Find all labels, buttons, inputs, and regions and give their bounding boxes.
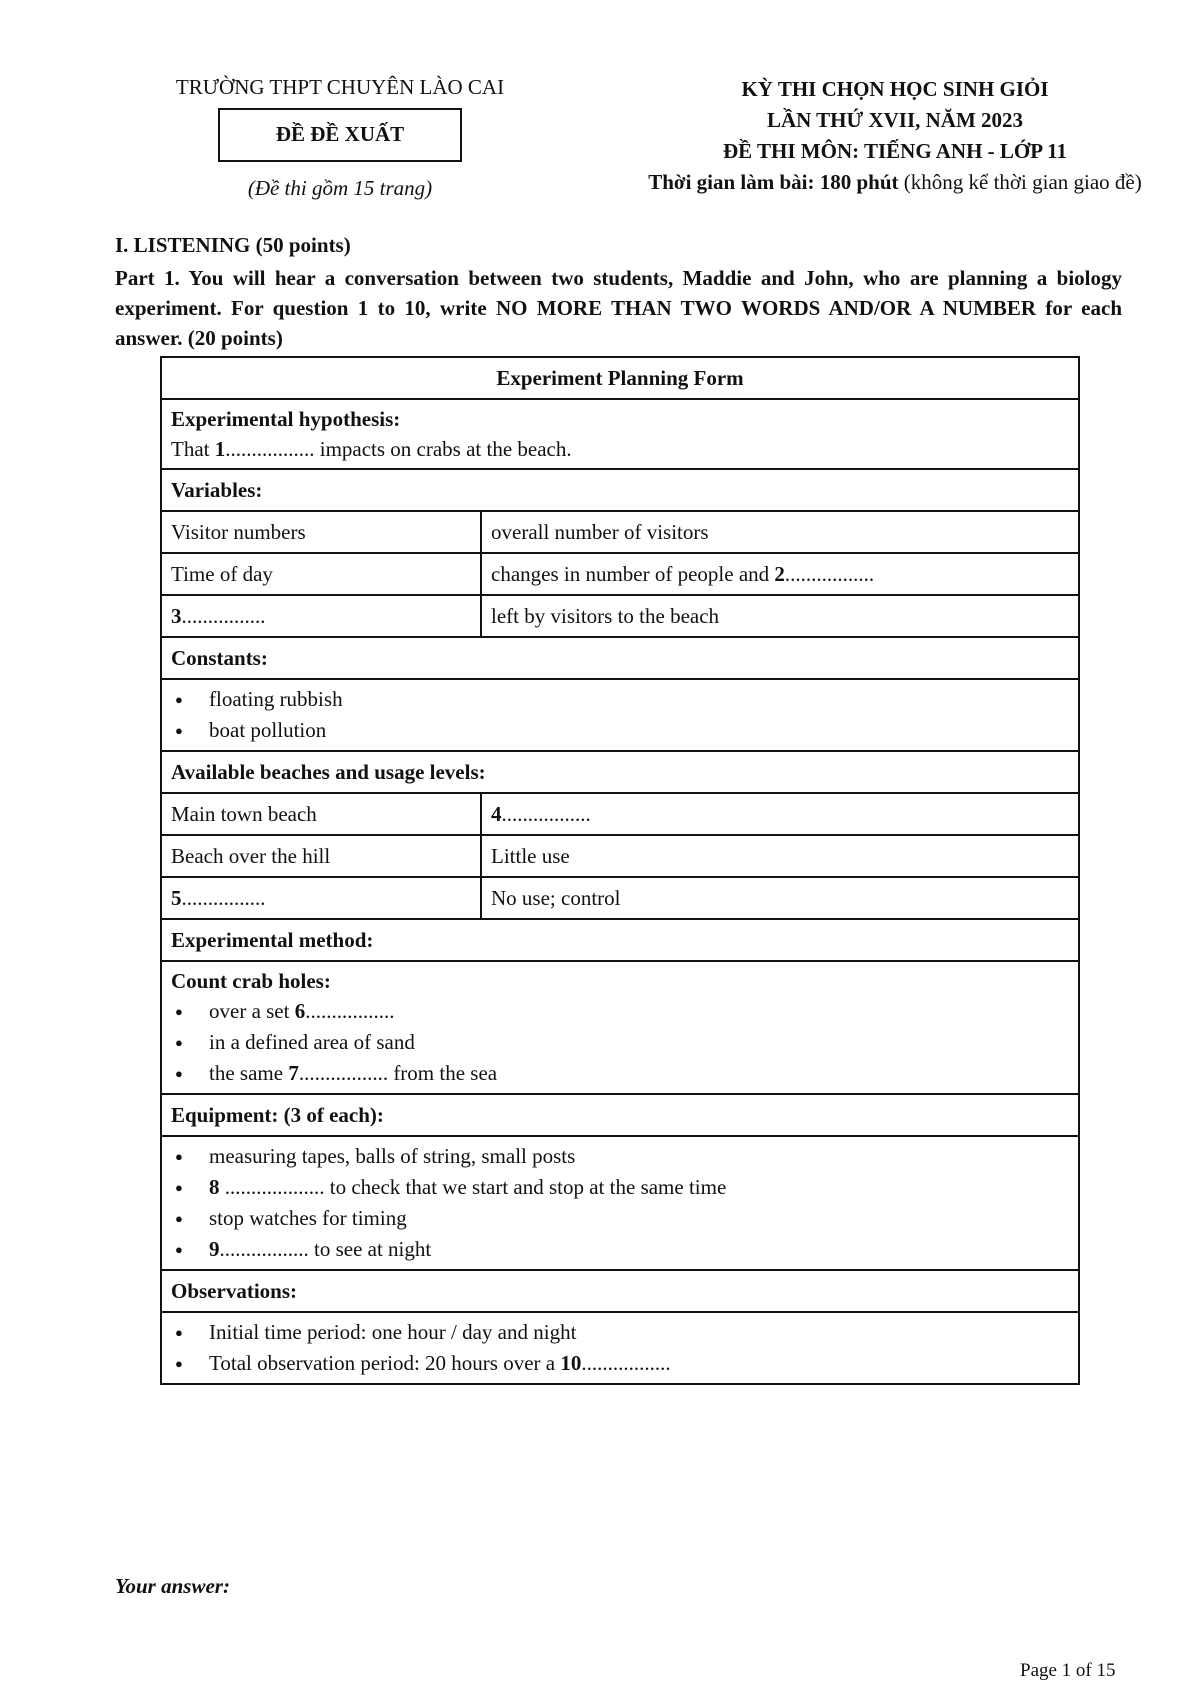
table-row <box>161 793 1079 835</box>
equipment-heading: Equipment: (3 of each): <box>161 1094 1079 1136</box>
beach-usage: No use; control <box>481 877 1079 919</box>
method-cell <box>161 961 1079 1094</box>
instructions: Part 1. You will hear a conversation between two students, Maddie and John, who are planning a biology experiment. For question 1 to 10, write NO MORE THAN TWO WORDS AND/OR A NUMBER for each answer. (20 points) <box>115 266 1122 350</box>
constants-heading: Constants: <box>161 637 1079 679</box>
variable-name: Time of day <box>161 553 481 595</box>
hypothesis-heading: Experimental hypothesis: <box>171 407 401 431</box>
variable-detail: left by visitors to the beach <box>481 595 1079 637</box>
answer-blank[interactable]: ................. <box>784 562 875 586</box>
school-name: TRƯỜNG THPT CHUYÊN LÀO CAI <box>175 75 505 99</box>
beach-usage: Little use <box>481 835 1079 877</box>
method-heading: Experimental method: <box>161 919 1079 961</box>
page-number: Page 1 of 15 <box>1020 1660 1116 1681</box>
list-item: ● in a defined area of sand <box>209 1027 1069 1058</box>
question-number: 7 <box>288 1061 299 1085</box>
section-title: I. LISTENING (50 points) <box>115 233 351 257</box>
variable-name <box>161 595 481 637</box>
beach-name <box>161 877 481 919</box>
variables-heading: Variables: <box>161 469 1079 511</box>
time-note: (không kể thời gian giao đề) <box>903 170 1142 194</box>
hypothesis-text: That 1................. impacts on crabs at the beach. <box>171 437 572 461</box>
answer-blank[interactable]: ................. <box>501 802 591 826</box>
table-row <box>161 835 1079 877</box>
answer-blank[interactable]: ................. <box>581 1351 671 1375</box>
equipment-cell <box>161 1136 1079 1270</box>
beach-name: Beach over the hill <box>161 835 481 877</box>
question-number: 10 <box>560 1351 582 1375</box>
variable-detail: overall number of visitors <box>481 511 1079 553</box>
time-label: Thời gian làm bài: 180 phút <box>648 170 899 194</box>
beach-name: Main town beach <box>161 793 481 835</box>
table-row <box>161 511 1079 553</box>
variable-detail: changes in number of people and 2................. <box>481 553 1079 595</box>
variable-name: Visitor numbers <box>161 511 481 553</box>
answer-blank[interactable]: ................ <box>181 604 266 628</box>
list-item: ● over a set 6................. <box>209 996 1069 1027</box>
question-number: 9 <box>209 1237 220 1261</box>
observations-cell <box>161 1312 1079 1384</box>
list-item <box>209 1172 1069 1203</box>
question-number: 6 <box>294 999 306 1023</box>
list-item: ● the same 7................. from the sea <box>209 1058 1069 1089</box>
list-item: ● measuring tapes, balls of string, small posts <box>209 1141 1069 1172</box>
question-number: 5 <box>171 886 182 910</box>
answer-blank[interactable]: ................. to see at night <box>219 1237 432 1261</box>
pages-note: (Đề thi gồm 15 trang) <box>247 176 433 200</box>
exam-subject: ĐỀ THI MÔN: TIẾNG ANH - LỚP 11 <box>722 139 1068 163</box>
beaches-heading: Available beaches and usage levels: <box>161 751 1079 793</box>
list-item: ● Initial time period: one hour / day and night <box>209 1317 1069 1348</box>
form-title: Experiment Planning Form <box>161 357 1079 399</box>
exam-time <box>600 167 1190 198</box>
list-item <box>209 1234 1069 1265</box>
proposal-box: ĐỀ ĐỀ XUẤT <box>218 108 462 162</box>
observations-heading: Observations: <box>161 1270 1079 1312</box>
experiment-form <box>160 356 1080 1385</box>
hypothesis-cell <box>161 399 1079 469</box>
list-item: ● stop watches for timing <box>209 1203 1069 1234</box>
question-number: 2 <box>774 562 785 586</box>
question-number: 1 <box>214 437 226 461</box>
exam-title: KỲ THI CHỌN HỌC SINH GIỎI <box>741 77 1049 101</box>
header-left <box>120 74 560 201</box>
answer-blank[interactable]: ................... to check that we start and stop at the same time <box>219 1175 727 1199</box>
header-right <box>600 74 1190 198</box>
list-item: ● floating rubbish <box>209 684 1069 715</box>
exam-edition: LẦN THỨ XVII, NĂM 2023 <box>766 108 1024 132</box>
question-number: 8 <box>209 1175 220 1199</box>
table-row <box>161 877 1079 919</box>
constants-cell <box>161 679 1079 751</box>
beach-usage <box>481 793 1079 835</box>
list-item: ● Total observation period: 20 hours over a 10................. <box>209 1348 1069 1379</box>
answer-label: Your answer: <box>115 1574 230 1598</box>
answer-blank[interactable]: ................ <box>181 886 266 910</box>
table-row <box>161 595 1079 637</box>
method-subheading: Count crab holes: <box>171 969 331 993</box>
answer-blank[interactable]: ................. <box>305 999 395 1023</box>
list-item: ● boat pollution <box>209 715 1069 746</box>
question-number: 4 <box>491 802 502 826</box>
question-number: 3 <box>171 604 182 628</box>
table-row <box>161 553 1079 595</box>
answer-blank[interactable]: ................. from the sea <box>298 1061 498 1085</box>
answer-blank[interactable]: ................. impacts on crabs at the beach. <box>225 437 572 461</box>
